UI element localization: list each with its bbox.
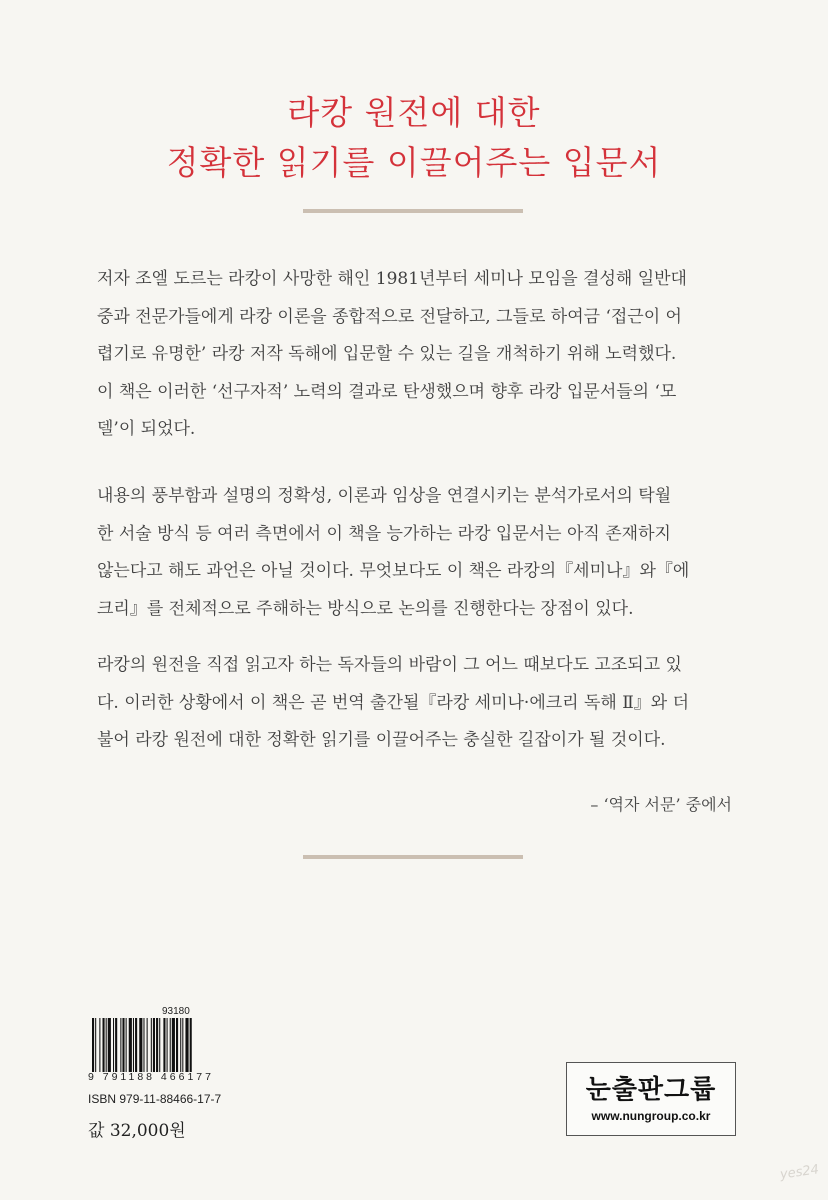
paragraph-line: 않는다고 해도 과언은 아닐 것이다. 무엇보다도 이 책은 라캉의『세미나』와『에	[97, 561, 690, 581]
paragraph-1	[97, 261, 737, 449]
paragraph-line: 이 책은 이러한 ‘선구자적’ 노력의 결과로 탄생했으며 향후 라캉 입문서들의 ‘모	[97, 381, 677, 402]
price: 값 32,000원	[88, 1121, 186, 1141]
paragraph-line: 불어 라캉 원전에 대한 정확한 읽기를 이끌어주는 충실한 길잡이가 될 것이다.	[97, 730, 666, 750]
publisher-name: 눈출판그룹	[585, 1075, 717, 1105]
paragraph-line: 렵기로 유명한’ 라캉 저작 독해에 입문할 수 있는 길을 개척하기 위해 노력했다.	[97, 344, 677, 364]
paragraph-line: 크리』를 전체적으로 주해하는 방식으로 논의를 진행한다는 장점이 있다.	[97, 598, 634, 619]
paragraph-line: 저자 조엘 도르는 라캉이 사망한 해인 1981년부터 세미나 모임을 결성해 일반대	[97, 269, 687, 289]
paragraph-line: 다. 이러한 상황에서 이 책은 곧 번역 출간될『라캉 세미나·에크리 독해 Ⅱ』와 더	[97, 692, 690, 713]
paragraph-line: 라캉의 원전을 직접 읽고자 하는 독자들의 바람이 그 어느 때보다도 고조되고 있	[97, 655, 682, 675]
bottom-divider	[303, 855, 523, 859]
barcode-addon-number: 93180	[162, 1006, 190, 1017]
barcode-digits: 9 791188 466177	[88, 1071, 214, 1083]
publisher-url: www.nungroup.co.kr	[591, 1109, 711, 1123]
headline-line-2: 정확한 읽기를 이끌어주는 입문서	[166, 143, 662, 182]
paragraph-line: 중과 전문가들에게 라캉 이론을 종합적으로 전달하고, 그들로 하여금 ‘접근이 어	[97, 306, 682, 327]
source-note: – ‘역자 서문’ 중에서	[590, 795, 732, 814]
isbn: ISBN 979-11-88466-17-7	[88, 1092, 222, 1106]
paragraph-line: 내용의 풍부함과 설명의 정확성, 이론과 임상을 연결시키는 분석가로서의 탁월	[97, 486, 672, 506]
publisher-logo	[566, 1062, 736, 1136]
paragraph-line: 델’이 되었다.	[97, 419, 196, 439]
headline-line-1: 라캉 원전에 대한	[287, 93, 541, 132]
top-divider	[303, 209, 523, 213]
paragraph-2	[97, 478, 737, 628]
barcode-image	[92, 1018, 272, 1072]
headline	[0, 88, 828, 188]
paragraph-3	[97, 647, 737, 760]
paragraph-line: 한 서술 방식 등 여러 측면에서 이 책을 능가하는 라캉 입문서는 아직 존재하지	[97, 523, 671, 544]
watermark-stamp: yes24	[779, 1162, 820, 1183]
